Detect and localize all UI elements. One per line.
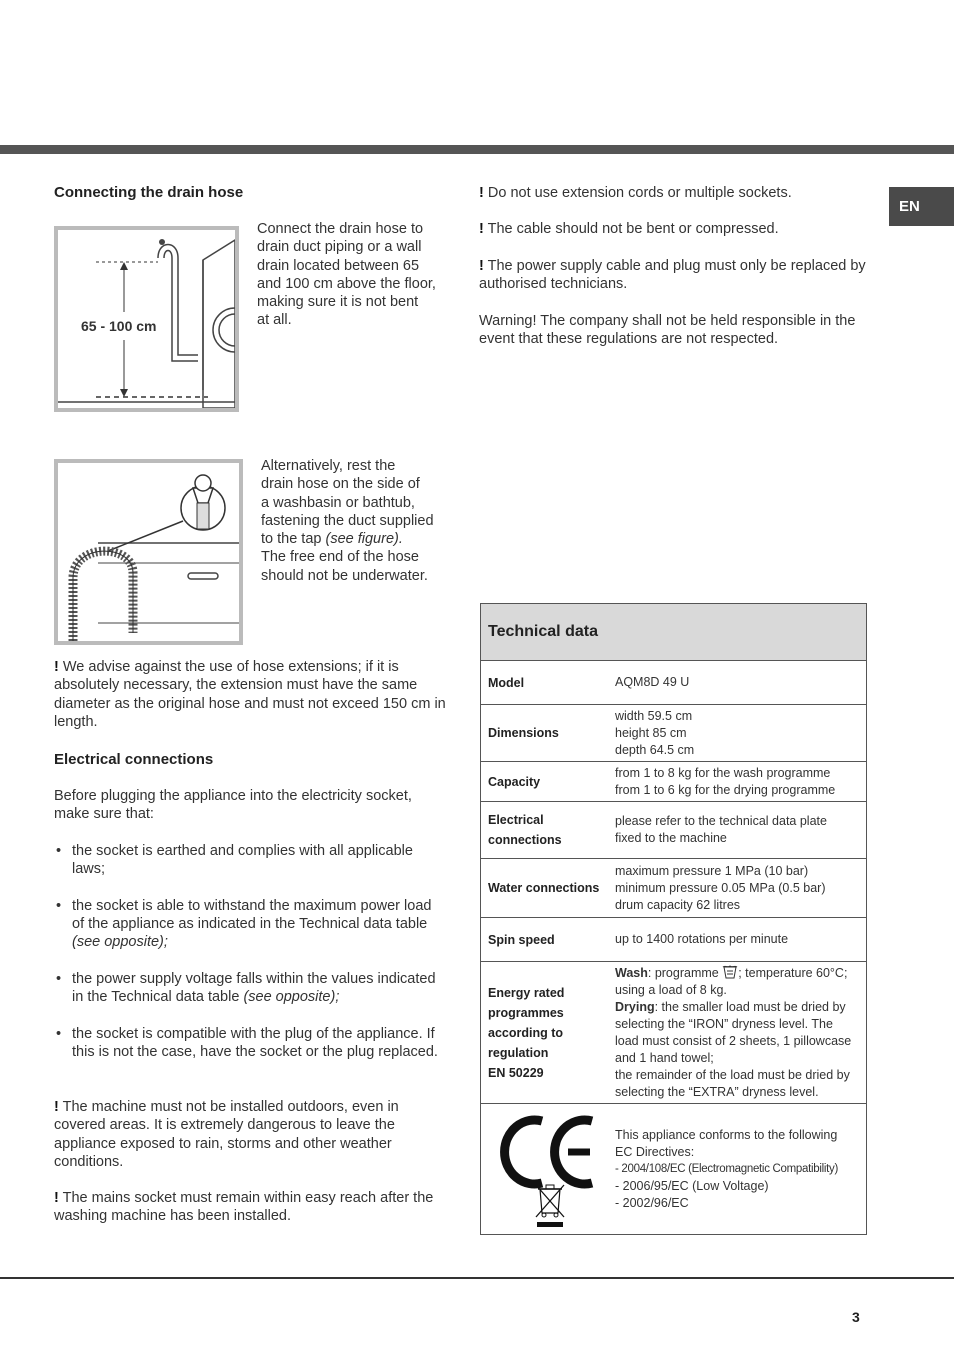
electrical-intro: Before plugging the appliance into the electricity socket, make sure that:: [54, 788, 412, 823]
drain-washbasin-figure: [54, 459, 243, 645]
table-row-capacity: Capacity from 1 to 8 kg for the wash programme from 1 to 6 kg for the drying programme: [481, 762, 866, 802]
table-row-ce: This appliance conforms to the following EC Directives: - 2004/108/EC (Electromagnetic Compatibility) - 2006/95/EC (Low Voltage) - 2002/96/EC: [481, 1104, 866, 1234]
cotton-programme-icon: [722, 965, 738, 979]
drain-hose-heading: Connecting the drain hose: [54, 184, 244, 201]
footer-line: [0, 1277, 954, 1279]
ce-mark-and-weee-icon: [498, 1107, 598, 1232]
requirements-list: [54, 842, 446, 1080]
list-item: • the socket is able to withstand the maximum power load of the appliance as indicated in the Technical data table (see opposite);: [54, 897, 446, 952]
list-item: • the socket is earthed and complies with all applicable laws;: [54, 842, 446, 879]
height-range-label: 65 - 100 cm: [81, 318, 157, 334]
drain-text: Connect the drain hose to drain duct piping or a wall drain located between 65 and 100 cm above the floor, making sure it is not bent at all.: [257, 221, 436, 329]
list-item: • the socket is compatible with the plug of the appliance. If this is not the case, have the socket or the plug replaced.: [54, 1025, 446, 1062]
table-row-electrical: Electrical connections please refer to the technical data plate fixed to the machine: [481, 802, 866, 859]
table-row-spin: Spin speed up to 1400 rotations per minute: [481, 918, 866, 962]
table-title: Technical data: [481, 604, 866, 661]
washbasin-illustration: [58, 463, 239, 641]
mains-socket-note: ! The mains socket must remain within easy reach after the washing machine has been installed.: [54, 1190, 434, 1225]
note-extension-cords: ! Do not use extension cords or multiple sockets.: [479, 185, 792, 201]
outdoor-note: ! The machine must not be installed outdoors, even in covered areas. It is extremely dangerous to leave the appliance exposed to rain, storms and other weather conditions.: [54, 1099, 399, 1170]
page-number: 3: [852, 1309, 860, 1325]
hose-extension-note: ! We advise against the use of hose extensions; if it is absolutely necessary, the extension must have the same diameter as the original hose and must not exceed 150 cm in length.: [54, 659, 446, 730]
warning-text: Warning! The company shall not be held responsible in the event that these regulations are not respected.: [479, 313, 856, 348]
note-cable-replace: ! The power supply cable and plug must only be replaced by authorised technicians.: [479, 258, 866, 293]
header-bar: [0, 145, 954, 154]
electrical-heading: Electrical connections: [54, 751, 214, 768]
table-row-dimensions: Dimensions width 59.5 cm height 85 cm depth 64.5 cm: [481, 705, 866, 762]
table-row-energy: Energy rated programmes according to regulation EN 50229 Wash: programme ; temperature 60°C; using a load of 8 kg. Drying: the smaller load must be dried by selecting the “IRON” dryness level. The load must consist of 2 sheets, 1 pillowcase and 1 hand towel; the remainder of the load must be dried by selecting the “EXTRA” dryness level.: [481, 962, 866, 1104]
washbasin-text: Alternatively, rest the drain hose on the side of a washbasin or bathtub, fastening the duct supplied to the tap (see figure). The free end of the hose should not be underwater.: [261, 458, 434, 584]
table-row-water: Water connections maximum pressure 1 MPa (10 bar) minimum pressure 0.05 MPa (0.5 bar) drum capacity 62 litres: [481, 859, 866, 918]
list-item: • the power supply voltage falls within the values indicated in the Technical data table (see opposite);: [54, 970, 446, 1007]
note-cable-bent: ! The cable should not be bent or compressed.: [479, 221, 779, 237]
language-tab: EN: [889, 187, 954, 226]
table-row-model: Model AQM8D 49 U: [481, 661, 866, 705]
drain-height-figure: [54, 226, 239, 412]
technical-data-table: [480, 603, 867, 1235]
